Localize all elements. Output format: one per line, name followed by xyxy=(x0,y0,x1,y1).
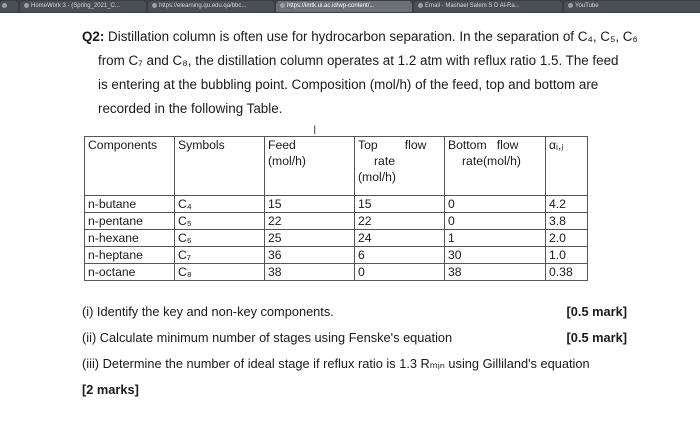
cell-feed: 38 xyxy=(265,264,355,281)
cell-alpha: 3.8 xyxy=(546,213,588,230)
cell-top: 22 xyxy=(355,213,445,230)
cell-bottom: 38 xyxy=(445,264,546,281)
youtube-icon xyxy=(568,3,573,8)
header-top-line1: Top flow xyxy=(358,138,427,152)
browser-tab-bar xyxy=(0,0,700,13)
cell-component: n-pentane xyxy=(85,213,175,230)
cell-alpha: 0.38 xyxy=(546,264,588,281)
cell-bottom: 30 xyxy=(445,247,546,264)
table-row xyxy=(85,230,588,247)
browser-tab-homework[interactable] xyxy=(20,1,146,12)
subpart-ii xyxy=(82,325,627,351)
cell-top: 6 xyxy=(355,247,445,264)
table-row xyxy=(85,213,588,230)
cell-component: n-heptane xyxy=(85,247,175,264)
cell-alpha: 1.0 xyxy=(546,247,588,264)
document-page xyxy=(0,13,700,433)
header-symbols: Symbols xyxy=(175,137,265,196)
header-feed-line2: (mol/h) xyxy=(268,154,306,168)
cell-component: n-octane xyxy=(85,264,175,281)
browser-tab-youtube[interactable] xyxy=(564,1,700,12)
browser-tab-elearning[interactable] xyxy=(148,1,274,12)
header-top-line3: (mol/h) xyxy=(358,170,396,184)
question-number: Q2: xyxy=(82,29,105,44)
table-row xyxy=(85,247,588,264)
cell-feed: 22 xyxy=(265,213,355,230)
subpart-iii-mark xyxy=(82,377,627,403)
apps-icon xyxy=(2,3,7,8)
browser-tab-label: https://elearning.qu.edu.qa/bbc... xyxy=(159,3,247,9)
subparts-list xyxy=(82,299,627,403)
cell-symbol: C₅ xyxy=(175,213,265,230)
header-top-line2: rate xyxy=(374,154,396,168)
cell-bottom: 1 xyxy=(445,230,546,247)
cell-feed: 15 xyxy=(265,196,355,213)
browser-tab-label: YouTube xyxy=(575,3,599,9)
question-line-4: recorded in the following Table. xyxy=(98,101,283,116)
cell-feed: 36 xyxy=(265,247,355,264)
header-bottom xyxy=(445,137,546,196)
browser-tab-apps[interactable] xyxy=(0,1,18,12)
header-feed-line1: Feed xyxy=(268,138,296,152)
subpart-text: (i) Identify the key and non-key components. xyxy=(82,304,334,319)
cell-symbol: C₆ xyxy=(175,230,265,247)
browser-tab-label: Email - Mashael Salem S D Al-Ra... xyxy=(425,3,520,9)
text-cursor-icon: I xyxy=(313,123,317,137)
cell-symbol: C₄ xyxy=(175,196,265,213)
cell-top: 24 xyxy=(355,230,445,247)
cell-alpha: 2.0 xyxy=(546,230,588,247)
browser-tab-email[interactable] xyxy=(414,1,562,12)
subpart-text: (ii) Calculate minimum number of stages using Fenske's equation xyxy=(82,330,453,345)
subpart-iii xyxy=(82,351,627,377)
header-bottom-line1: Bottom flow xyxy=(448,138,519,152)
header-feed xyxy=(265,137,355,196)
globe-icon xyxy=(152,3,157,8)
cell-top: 0 xyxy=(355,264,445,281)
cell-top: 15 xyxy=(355,196,445,213)
question-line-1: Distillation column is often use for hydrocarbon separation. In the separation of C₄, C₅, C₆ xyxy=(104,29,638,44)
globe-icon xyxy=(280,3,285,8)
header-bottom-line2: rate(mol/h) xyxy=(462,154,521,168)
browser-tab-label: HomeWork 3 - (Spring_2021_C... xyxy=(31,3,120,9)
cell-bottom: 0 xyxy=(445,196,546,213)
browser-tab-label: https://imtk.ui.ac.id/wp-content/... xyxy=(287,3,375,9)
blackboard-icon xyxy=(24,3,29,8)
table-row xyxy=(85,196,588,213)
subpart-text: (iii) Determine the number of ideal stage if reflux ratio is 1.3 Rₘᵢₙ using Gilliland's equation xyxy=(82,356,590,371)
header-top xyxy=(355,137,445,196)
cell-component: n-hexane xyxy=(85,230,175,247)
subpart-mark: [0.5 mark] xyxy=(566,304,627,319)
question-text xyxy=(82,25,642,121)
subpart-mark: [2 marks] xyxy=(82,382,139,397)
cell-symbol: C₈ xyxy=(175,264,265,281)
mail-icon xyxy=(418,3,423,8)
header-alpha: αᵢ,ⱼ xyxy=(546,137,588,196)
composition-table xyxy=(84,136,588,281)
subpart-i xyxy=(82,299,627,325)
table-header-row xyxy=(85,137,588,196)
question-line-3: is entering at the bubbling point. Composition (mol/h) of the feed, top and bottom are xyxy=(98,77,599,92)
cell-alpha: 4.2 xyxy=(546,196,588,213)
question-line xyxy=(82,25,642,49)
cell-symbol: C₇ xyxy=(175,247,265,264)
table-row xyxy=(85,264,588,281)
question-line-2: from C₇ and C₈, the distillation column operates at 1.2 atm with reflux ratio 1.5. The feed xyxy=(98,53,619,68)
cell-component: n-butane xyxy=(85,196,175,213)
cell-bottom: 0 xyxy=(445,213,546,230)
browser-tab-imtk[interactable] xyxy=(276,1,412,12)
subpart-mark: [0.5 mark] xyxy=(566,330,627,345)
header-components: Components xyxy=(85,137,175,196)
cell-feed: 25 xyxy=(265,230,355,247)
